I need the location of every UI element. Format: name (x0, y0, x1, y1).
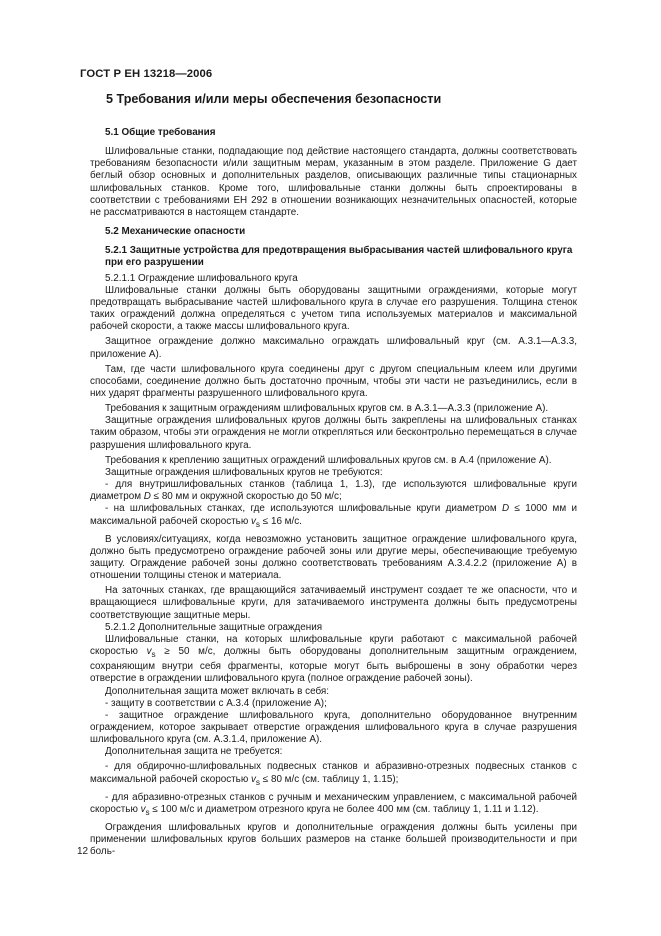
document-header: ГОСТ Р ЕН 13218—2006 (80, 68, 213, 80)
page-content (90, 92, 577, 858)
list-item: - на шлифовальных станках, где используются шлифовальные круги диаметром D ≤ 1000 мм и максимальной рабочей скоростью $v_s \le 16$ м/с. (90, 503, 577, 529)
page-number: 12 (77, 846, 89, 857)
paragraph: Требования к защитным ограждениям шлифовальных кругов см. в А.3.1—А.3.3 (приложение А). (105, 403, 549, 415)
paragraph: Там, где части шлифовального круга соединены друг с другом специальным клеем или другими способами, соединение должно быть достаточно прочным, чтобы эти части не разъединились, если в них ударят фрагменты разрушенного шлифовального круга. (90, 363, 577, 399)
subsection-title-5-1: 5.1 Общие требования (105, 127, 216, 138)
clause-title-5-2-1-1: 5.2.1.1 Ограждение шлифовального круга (105, 272, 298, 284)
list-item: - для абразивно-отрезных станков с ручным и механическим управлением, с максимальной рабочей скоростью $v_s \le 100$ м/с и диаметром отрезного круга не более 400 мм (см. таблицу 1, 1.11 и 1.12). (90, 791, 577, 817)
paragraph: В условиях/ситуациях, когда невозможно установить защитное ограждение шлифовального круга, должно быть предусмотрено ограждение рабочей зоны или другие меры, обеспечивающие требуемую защиту. Ограждение рабочей зоны должно соответствовать требованиям А.3.4.2.2 (приложение А) в отношении толщины стенок и материала. (90, 533, 577, 582)
subsection-title-5-2: 5.2 Механические опасности (105, 226, 246, 238)
paragraph-general-requirements: Шлифовальные станки, подпадающие под действие настоящего стандарта, должны соответствовать требованиям безопасности и/или защитным мерам, указанным в этом разделе. Приложение G дает беглый обзор основных и дополнительных разделов, описывающих различные типы стационарных шлифовальных станков. Кроме того, шлифовальные станки должны быть спроектированы в соответствии с требованиями ЕН 292 в отношении возникающих незначительных опасностей, которые не рассматриваются в настоящем стандарте. (90, 146, 577, 218)
paragraph: Шлифовальные станки, на которых шлифовальные круги работают с максимальной рабочей скоростью $v_s \ge 50$ м/с, должны быть оборудованы дополнительным защитным ограждением, сохраняющим внутри себя фрагменты, которые могут быть выброшены в зону обработки через отверстие в ограждении шлифовального круга (полное ограждение рабочей зоны). (90, 633, 577, 685)
paragraph: Защитное ограждение должно максимально ограждать шлифовальный круг (см. А.3.1—А.3.3, приложение А). (90, 336, 577, 360)
paragraph: Требования к креплению защитных ограждений шлифовальных кругов см. в А.4 (приложение А). (105, 454, 552, 466)
paragraph: Ограждения шлифовальных кругов и дополнительные ограждения должны быть усилены при применении шлифовальных кругов больших размеров на станке большей производительности и при боль- (90, 822, 577, 858)
list-item: - защитное ограждение шлифовального круга, дополнительно оборудованное внутренним ограждением, которое закрывает отверстие ограждения шлифовального круга в случае разрушения шлифовального круга (см. А.3.1.4, приложение А). (90, 709, 577, 746)
list-item: - защиту в соответствии с А.3.4 (приложение А); (105, 697, 327, 709)
paragraph: Дополнительная защита может включать в себя: (105, 685, 329, 697)
section-title: 5 Требования и/или меры обеспечения безопасности (106, 92, 442, 106)
paragraph: Защитные ограждения шлифовальных кругов не требуются: (105, 466, 383, 478)
clause-title-5-2-1-2: 5.2.1.2 Дополнительные защитные ограждения (105, 621, 323, 633)
paragraph: На заточных станках, где вращающийся затачиваемый инструмент создает те же опасности, что и вращающиеся шлифовальные круги, для затачиваемого инструмента должны быть предусмотрены соответствующие защитные меры. (90, 585, 577, 621)
subsection-title-5-2-1: 5.2.1 Защитные устройства для предотвращения выбрасывания частей шлифовального круга при его разрушении (105, 245, 573, 269)
list-item: - для внутришлифовальных станков (таблица 1, 1.3), где используются шлифовальные круги диаметром D ≤ 80 мм и окружной скоростью до 50 м/с; (90, 479, 577, 503)
paragraph: Защитные ограждения шлифовальных кругов должны быть закреплены на шлифовальных станках таким образом, чтобы эти ограждения не могли открепляться или бесконтрольно перемещаться в случае разрушения шлифовального круга. (90, 415, 577, 451)
paragraph: Дополнительная защита не требуется: (105, 746, 283, 758)
paragraph: Шлифовальные станки должны быть оборудованы защитными ограждениями, которые могут предотвращать выбрасывание частей шлифовального круга в случае его разрушения. Толщина стенок таких ограждений должна определяться с учетом типа используемых материалов и максимальной рабочей скорости, а также массы шлифовального круга. (90, 284, 577, 333)
list-item: - для обдирочно-шлифовальных подвесных станков и абразивно-отрезных подвесных станков с максимальной рабочей скоростью $v_s \le 80$ м/с (см. таблицу 1, 1.15); (90, 761, 577, 787)
